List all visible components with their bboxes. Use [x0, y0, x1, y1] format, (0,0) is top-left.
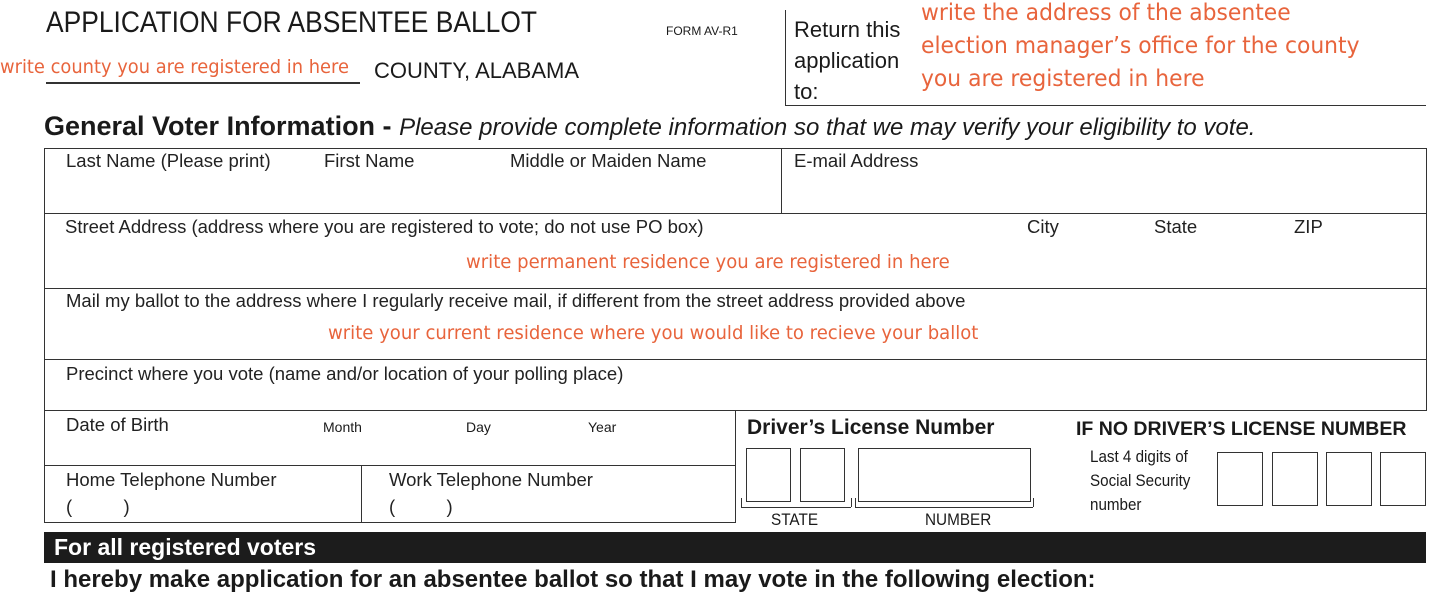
name-email-divider [781, 148, 782, 213]
work-phone-parens[interactable]: ( ) [389, 496, 453, 517]
return-note-2[interactable]: election manager’s office for the county [921, 33, 1360, 59]
return-note-1[interactable]: write the address of the absentee [921, 0, 1291, 26]
home-phone-parens[interactable]: ( ) [66, 496, 130, 517]
dl-state-bracket-right [851, 498, 852, 507]
dl-number-bracket-right [1033, 498, 1034, 507]
mail-address-label[interactable]: Mail my ballot to the address where I regularly receive mail, if different from the street address provided above [66, 290, 966, 311]
ssn-label-1: Last 4 digits of [1090, 448, 1188, 466]
county-note: write county you are registered in here [0, 56, 349, 78]
county-line[interactable] [46, 82, 360, 84]
dob-day-label: Day [466, 419, 491, 435]
dob-bottom-line [44, 465, 735, 466]
street-note: write permanent residence you are registered in here [466, 251, 950, 273]
dob-label[interactable]: Date of Birth [66, 414, 169, 435]
mail-note: write your current residence where you would like to recieve your ballot [328, 322, 979, 344]
ssn-digit-box-2[interactable] [1272, 452, 1318, 506]
dl-number-box[interactable] [858, 448, 1031, 502]
ssn-digit-box-4[interactable] [1380, 452, 1426, 506]
form-code: FORM AV-R1 [666, 24, 738, 38]
ssn-label-2: Social Security [1090, 472, 1191, 490]
row-divider-2 [44, 288, 1426, 289]
email-label[interactable]: E-mail Address [794, 150, 919, 171]
form-title: APPLICATION FOR ABSENTEE BALLOT [46, 6, 537, 39]
city-label[interactable]: City [1027, 216, 1059, 237]
work-phone-label[interactable]: Work Telephone Number [389, 469, 593, 490]
dl-number-bracket-left [855, 498, 856, 507]
dl-state-box-1[interactable] [746, 448, 791, 502]
dob-year-label: Year [588, 419, 617, 435]
return-label-3: to: [794, 79, 819, 104]
section-subtitle: Please provide complete information so that we may verify your eligibility to vote. [399, 114, 1256, 141]
application-statement: I hereby make application for an absentee ballot so that I may vote in the following election: [50, 566, 1096, 593]
ssn-label-3: number [1090, 496, 1142, 514]
section-title: General Voter Information - [44, 111, 392, 141]
dob-right-border [735, 410, 736, 523]
row-divider-3 [44, 359, 1426, 360]
county-suffix: COUNTY, ALABAMA [374, 58, 579, 83]
first-name-label[interactable]: First Name [324, 150, 415, 171]
return-note-3[interactable]: you are registered in here [921, 66, 1205, 92]
return-label-1: Return this [794, 17, 901, 42]
phone-divider [361, 465, 362, 522]
last-name-label[interactable]: Last Name (Please print) [66, 150, 271, 171]
precinct-label[interactable]: Precinct where you vote (name and/or location of your polling place) [66, 363, 624, 384]
return-underline [785, 105, 1426, 106]
ssn-digit-box-1[interactable] [1217, 452, 1263, 506]
dob-month-label: Month [323, 419, 362, 435]
dl-state-label: STATE [771, 510, 819, 529]
ssn-digit-box-3[interactable] [1326, 452, 1372, 506]
section-heading [44, 111, 1255, 142]
return-divider [785, 10, 786, 105]
dl-number-bracket [855, 507, 1033, 508]
state-label[interactable]: State [1154, 216, 1198, 237]
dl-state-box-2[interactable] [800, 448, 845, 502]
home-phone-label[interactable]: Home Telephone Number [66, 469, 277, 490]
street-address-label[interactable]: Street Address (address where you are registered to vote; do not use PO box) [65, 216, 704, 237]
dob-left-border [44, 410, 45, 523]
no-dl-title: IF NO DRIVER’S LICENSE NUMBER [1076, 418, 1407, 440]
dl-title: Driver’s License Number [747, 416, 995, 439]
phone-bottom-line [44, 522, 735, 523]
dl-state-bracket [741, 507, 851, 508]
dl-state-bracket-left [741, 498, 742, 507]
zip-label[interactable]: ZIP [1294, 216, 1323, 237]
return-label-2: application [794, 48, 900, 73]
middle-name-label[interactable]: Middle or Maiden Name [510, 150, 707, 171]
dl-number-label: NUMBER [925, 510, 992, 529]
row-divider-1 [44, 213, 1426, 214]
registered-voters-title: For all registered voters [54, 534, 317, 560]
